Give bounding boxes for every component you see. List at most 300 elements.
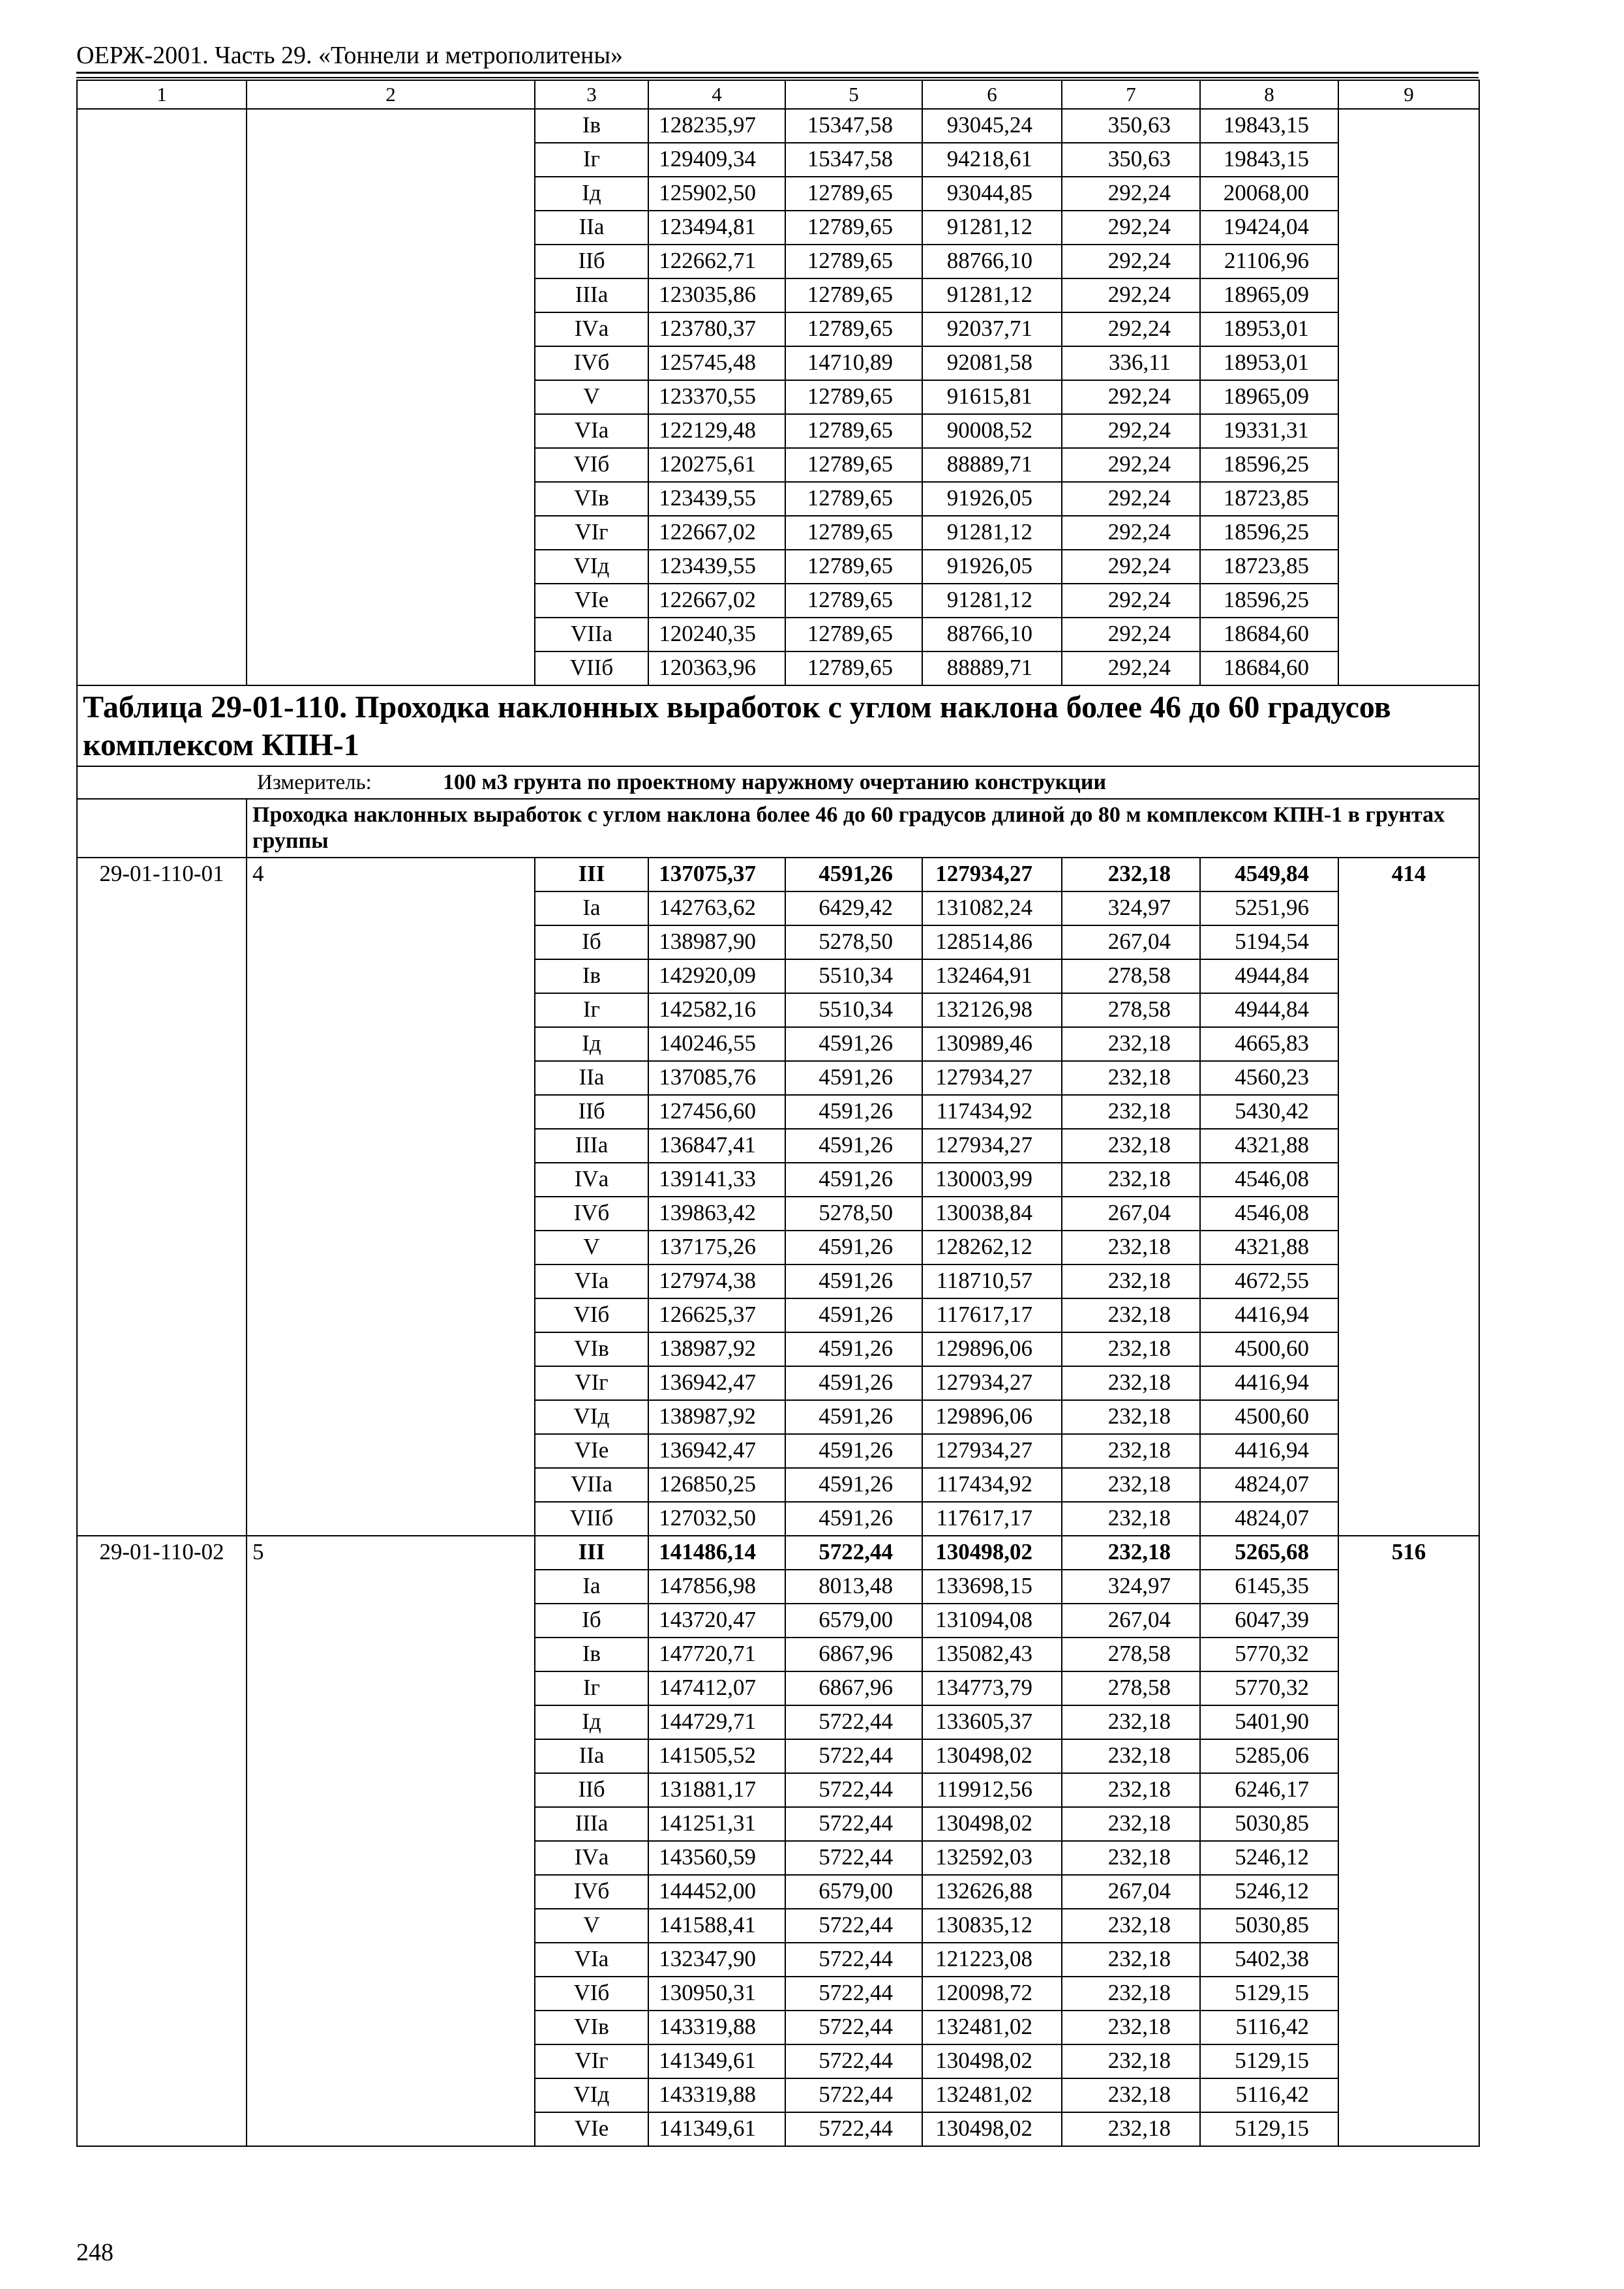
- norm-cell: [1338, 891, 1479, 925]
- soil-class-cell: Iа: [535, 891, 648, 925]
- soil-class-cell: Iв: [535, 959, 648, 993]
- code-cell: [77, 1671, 247, 1705]
- value-cell: 12789,65: [785, 516, 922, 550]
- value-cell: 5722,44: [785, 2044, 922, 2078]
- table-row: [77, 1095, 1479, 1129]
- value-cell: 121223,08: [922, 1943, 1062, 1977]
- soil-class-cell: IIа: [535, 211, 648, 245]
- code-cell: [77, 1909, 247, 1943]
- value-cell: 4591,26: [785, 1502, 922, 1536]
- table-row: [77, 143, 1479, 177]
- soil-class-cell: IVб: [535, 346, 648, 380]
- table-row: [77, 414, 1479, 448]
- value-cell: 138987,92: [648, 1332, 785, 1366]
- norm-cell: [1338, 1807, 1479, 1841]
- code-cell: [77, 1095, 247, 1129]
- table-row: [77, 109, 1479, 143]
- value-cell: 132481,02: [922, 2011, 1062, 2044]
- value-cell: 5116,42: [1200, 2011, 1338, 2044]
- norm-cell: [1338, 1400, 1479, 1434]
- value-cell: 130003,99: [922, 1163, 1062, 1197]
- value-cell: 18965,09: [1200, 278, 1338, 312]
- value-cell: 6429,42: [785, 891, 922, 925]
- column-number: 9: [1338, 80, 1479, 109]
- table-row: [77, 448, 1479, 482]
- norm-cell: [1338, 2112, 1479, 2146]
- value-cell: 91281,12: [922, 584, 1062, 618]
- value-cell: 5278,50: [785, 925, 922, 959]
- table-row: [77, 346, 1479, 380]
- table-row: [77, 1943, 1479, 1977]
- code-cell: 29-01-110-02: [77, 1536, 247, 1570]
- value-cell: 292,24: [1062, 618, 1200, 651]
- soil-class-cell: VIб: [535, 448, 648, 482]
- value-cell: 88889,71: [922, 651, 1062, 685]
- code-cell: [77, 1400, 247, 1434]
- table-row: [77, 858, 1479, 891]
- value-cell: 88766,10: [922, 618, 1062, 651]
- value-cell: 6246,17: [1200, 1773, 1338, 1807]
- value-cell: 278,58: [1062, 993, 1200, 1027]
- subtitle-row: [77, 799, 1479, 858]
- group-cell: [247, 143, 535, 177]
- table-row: [77, 1298, 1479, 1332]
- norm-cell: [1338, 448, 1479, 482]
- value-cell: 5722,44: [785, 1739, 922, 1773]
- value-cell: 6145,35: [1200, 1570, 1338, 1604]
- value-cell: 5246,12: [1200, 1875, 1338, 1909]
- value-cell: 130835,12: [922, 1909, 1062, 1943]
- value-cell: 147412,07: [648, 1671, 785, 1705]
- group-cell: [247, 1705, 535, 1739]
- value-cell: 4321,88: [1200, 1129, 1338, 1163]
- group-cell: [247, 2112, 535, 2146]
- norm-cell: [1338, 1943, 1479, 1977]
- code-cell: [77, 414, 247, 448]
- group-cell: [247, 1264, 535, 1298]
- table-title: Таблица 29-01-110. Проходка наклонных выработок с углом наклона более 46 до 60 градусов комплексом КПН-1: [77, 685, 1479, 766]
- measure-row: [77, 766, 1479, 799]
- value-cell: 93044,85: [922, 177, 1062, 211]
- norm-cell: [1338, 177, 1479, 211]
- soil-class-cell: VIг: [535, 2044, 648, 2078]
- group-cell: [247, 1841, 535, 1875]
- code-cell: [77, 177, 247, 211]
- value-cell: 123439,55: [648, 482, 785, 516]
- soil-class-cell: VIб: [535, 1298, 648, 1332]
- table-row: [77, 1739, 1479, 1773]
- value-cell: 12789,65: [785, 278, 922, 312]
- value-cell: 142920,09: [648, 959, 785, 993]
- soil-class-cell: Iг: [535, 993, 648, 1027]
- norm-cell: [1338, 143, 1479, 177]
- value-cell: 12789,65: [785, 448, 922, 482]
- group-cell: [247, 1671, 535, 1705]
- group-cell: [247, 1807, 535, 1841]
- value-cell: 324,97: [1062, 1570, 1200, 1604]
- rates-table: [76, 80, 1480, 2147]
- table-row: [77, 959, 1479, 993]
- norm-cell: [1338, 651, 1479, 685]
- norm-cell: [1338, 245, 1479, 278]
- group-cell: [247, 177, 535, 211]
- value-cell: 278,58: [1062, 1638, 1200, 1671]
- value-cell: 94218,61: [922, 143, 1062, 177]
- table-row: [77, 993, 1479, 1027]
- value-cell: 8013,48: [785, 1570, 922, 1604]
- value-cell: 6867,96: [785, 1671, 922, 1705]
- group-cell: [247, 1434, 535, 1468]
- value-cell: 123780,37: [648, 312, 785, 346]
- code-cell: [77, 1298, 247, 1332]
- value-cell: 143319,88: [648, 2011, 785, 2044]
- value-cell: 137075,37: [648, 858, 785, 891]
- value-cell: 232,18: [1062, 2011, 1200, 2044]
- value-cell: 232,18: [1062, 2044, 1200, 2078]
- value-cell: 5129,15: [1200, 1977, 1338, 2011]
- soil-class-cell: VIа: [535, 1264, 648, 1298]
- group-cell: [247, 1468, 535, 1502]
- value-cell: 130989,46: [922, 1027, 1062, 1061]
- value-cell: 125902,50: [648, 177, 785, 211]
- norm-cell: [1338, 1434, 1479, 1468]
- value-cell: 117617,17: [922, 1298, 1062, 1332]
- value-cell: 6579,00: [785, 1604, 922, 1638]
- value-cell: 127934,27: [922, 858, 1062, 891]
- group-cell: [247, 2078, 535, 2112]
- group-cell: [247, 925, 535, 959]
- code-cell: [77, 618, 247, 651]
- value-cell: 91281,12: [922, 278, 1062, 312]
- code-cell: [77, 550, 247, 584]
- norm-cell: [1338, 1604, 1479, 1638]
- value-cell: 4591,26: [785, 1434, 922, 1468]
- value-cell: 4500,60: [1200, 1400, 1338, 1434]
- norm-cell: [1338, 211, 1479, 245]
- norm-cell: [1338, 1366, 1479, 1400]
- soil-class-cell: VIа: [535, 414, 648, 448]
- code-cell: [77, 1027, 247, 1061]
- value-cell: 130038,84: [922, 1197, 1062, 1231]
- value-cell: 4416,94: [1200, 1434, 1338, 1468]
- group-cell: [247, 891, 535, 925]
- norm-cell: [1338, 1909, 1479, 1943]
- soil-class-cell: VIг: [535, 1366, 648, 1400]
- table-row: [77, 1604, 1479, 1638]
- value-cell: 292,24: [1062, 414, 1200, 448]
- soil-class-cell: VIIа: [535, 618, 648, 651]
- value-cell: 147856,98: [648, 1570, 785, 1604]
- norm-cell: [1338, 1875, 1479, 1909]
- code-cell: [77, 2078, 247, 2112]
- table-row: [77, 891, 1479, 925]
- norm-cell: [1338, 1468, 1479, 1502]
- value-cell: 4591,26: [785, 1332, 922, 1366]
- value-cell: 5722,44: [785, 2078, 922, 2112]
- soil-class-cell: IVа: [535, 312, 648, 346]
- norm-cell: [1338, 959, 1479, 993]
- value-cell: 136942,47: [648, 1434, 785, 1468]
- value-cell: 232,18: [1062, 1773, 1200, 1807]
- code-cell: [77, 482, 247, 516]
- group-cell: [247, 2044, 535, 2078]
- value-cell: 140246,55: [648, 1027, 785, 1061]
- value-cell: 125745,48: [648, 346, 785, 380]
- soil-class-cell: IIIа: [535, 1807, 648, 1841]
- code-cell: [77, 1570, 247, 1604]
- group-cell: [247, 1502, 535, 1536]
- value-cell: 5722,44: [785, 1807, 922, 1841]
- table-row: [77, 1773, 1479, 1807]
- table-row: [77, 651, 1479, 685]
- header-rule: [76, 72, 1479, 74]
- value-cell: 5722,44: [785, 1909, 922, 1943]
- table-row: [77, 1400, 1479, 1434]
- norm-cell: [1338, 482, 1479, 516]
- code-cell: [77, 1705, 247, 1739]
- soil-class-cell: Iб: [535, 1604, 648, 1638]
- value-cell: 141505,52: [648, 1739, 785, 1773]
- norm-cell: [1338, 2011, 1479, 2044]
- value-cell: 4416,94: [1200, 1366, 1338, 1400]
- norm-cell: [1338, 1502, 1479, 1536]
- value-cell: 130498,02: [922, 2112, 1062, 2146]
- value-cell: 137085,76: [648, 1061, 785, 1095]
- value-cell: 5722,44: [785, 1773, 922, 1807]
- norm-cell: [1338, 1298, 1479, 1332]
- value-cell: 5246,12: [1200, 1841, 1338, 1875]
- value-cell: 90008,52: [922, 414, 1062, 448]
- value-cell: 143560,59: [648, 1841, 785, 1875]
- group-cell: [247, 1638, 535, 1671]
- value-cell: 232,18: [1062, 1264, 1200, 1298]
- table-row: [77, 211, 1479, 245]
- measure-label: Измеритель:: [257, 771, 372, 794]
- code-cell: [77, 1638, 247, 1671]
- value-cell: 292,24: [1062, 380, 1200, 414]
- table-row: [77, 482, 1479, 516]
- column-number: 6: [922, 80, 1062, 109]
- group-cell: [247, 1163, 535, 1197]
- value-cell: 141588,41: [648, 1909, 785, 1943]
- soil-class-cell: Iд: [535, 1705, 648, 1739]
- value-cell: 5129,15: [1200, 2112, 1338, 2146]
- value-cell: 6047,39: [1200, 1604, 1338, 1638]
- value-cell: 18953,01: [1200, 312, 1338, 346]
- table-row: [77, 1536, 1479, 1570]
- value-cell: 292,24: [1062, 482, 1200, 516]
- value-cell: 138987,90: [648, 925, 785, 959]
- table-row: [77, 1163, 1479, 1197]
- norm-cell: [1338, 1671, 1479, 1705]
- table-row: [77, 1671, 1479, 1705]
- value-cell: 118710,57: [922, 1264, 1062, 1298]
- table-row: [77, 245, 1479, 278]
- group-cell: [247, 1332, 535, 1366]
- value-cell: 4591,26: [785, 1468, 922, 1502]
- value-cell: 128262,12: [922, 1231, 1062, 1264]
- code-cell: [77, 211, 247, 245]
- group-cell: [247, 550, 535, 584]
- column-number-row: [77, 80, 1479, 109]
- group-cell: [247, 1943, 535, 1977]
- soil-class-cell: VIе: [535, 2112, 648, 2146]
- table-row: [77, 516, 1479, 550]
- group-cell: [247, 380, 535, 414]
- value-cell: 5510,34: [785, 959, 922, 993]
- code-cell: [77, 1332, 247, 1366]
- value-cell: 5129,15: [1200, 2044, 1338, 2078]
- value-cell: 127934,27: [922, 1366, 1062, 1400]
- value-cell: 4591,26: [785, 1095, 922, 1129]
- value-cell: 91281,12: [922, 516, 1062, 550]
- value-cell: 4591,26: [785, 1298, 922, 1332]
- code-cell: [77, 1502, 247, 1536]
- value-cell: 12789,65: [785, 312, 922, 346]
- value-cell: 5430,42: [1200, 1095, 1338, 1129]
- norm-cell: [1338, 278, 1479, 312]
- rates-table-body: [77, 80, 1479, 2146]
- value-cell: 15347,58: [785, 109, 922, 143]
- soil-class-cell: VIв: [535, 482, 648, 516]
- column-number: 3: [535, 80, 648, 109]
- norm-cell: [1338, 1163, 1479, 1197]
- value-cell: 5510,34: [785, 993, 922, 1027]
- table-row: [77, 550, 1479, 584]
- value-cell: 232,18: [1062, 1366, 1200, 1400]
- code-cell: [77, 245, 247, 278]
- value-cell: 15347,58: [785, 143, 922, 177]
- value-cell: 232,18: [1062, 1061, 1200, 1095]
- norm-cell: [1338, 1977, 1479, 2011]
- value-cell: 126625,37: [648, 1298, 785, 1332]
- code-cell: [77, 1434, 247, 1468]
- value-cell: 292,24: [1062, 584, 1200, 618]
- value-cell: 4321,88: [1200, 1231, 1338, 1264]
- soil-class-cell: VIIб: [535, 651, 648, 685]
- code-cell: [77, 2011, 247, 2044]
- value-cell: 132481,02: [922, 2078, 1062, 2112]
- table-row: [77, 618, 1479, 651]
- value-cell: 12789,65: [785, 651, 922, 685]
- value-cell: 4416,94: [1200, 1298, 1338, 1332]
- group-cell: 5: [247, 1536, 535, 1570]
- norm-cell: [1338, 618, 1479, 651]
- value-cell: 5722,44: [785, 1943, 922, 1977]
- value-cell: 4549,84: [1200, 858, 1338, 891]
- value-cell: 12789,65: [785, 550, 922, 584]
- column-number: 4: [648, 80, 785, 109]
- code-cell: [77, 1264, 247, 1298]
- value-cell: 135082,43: [922, 1638, 1062, 1671]
- value-cell: 139141,33: [648, 1163, 785, 1197]
- norm-cell: [1338, 1095, 1479, 1129]
- table-row: [77, 312, 1479, 346]
- value-cell: 18596,25: [1200, 448, 1338, 482]
- group-cell: [247, 482, 535, 516]
- value-cell: 18953,01: [1200, 346, 1338, 380]
- value-cell: 4546,08: [1200, 1197, 1338, 1231]
- norm-cell: [1338, 1129, 1479, 1163]
- value-cell: 91615,81: [922, 380, 1062, 414]
- table-row: [77, 2044, 1479, 2078]
- value-cell: 232,18: [1062, 1231, 1200, 1264]
- norm-cell: 414: [1338, 858, 1479, 891]
- value-cell: 5722,44: [785, 2011, 922, 2044]
- value-cell: 4591,26: [785, 1400, 922, 1434]
- norm-cell: [1338, 2078, 1479, 2112]
- soil-class-cell: IIб: [535, 245, 648, 278]
- value-cell: 144452,00: [648, 1875, 785, 1909]
- table-row: [77, 2112, 1479, 2146]
- soil-class-cell: Iд: [535, 1027, 648, 1061]
- value-cell: 131082,24: [922, 891, 1062, 925]
- code-cell: [77, 312, 247, 346]
- value-cell: 4591,26: [785, 1027, 922, 1061]
- value-cell: 5722,44: [785, 1536, 922, 1570]
- code-cell: [77, 278, 247, 312]
- value-cell: 4591,26: [785, 1129, 922, 1163]
- value-cell: 6867,96: [785, 1638, 922, 1671]
- soil-class-cell: III: [535, 1536, 648, 1570]
- value-cell: 131881,17: [648, 1773, 785, 1807]
- soil-class-cell: VIе: [535, 584, 648, 618]
- value-cell: 128514,86: [922, 925, 1062, 959]
- value-cell: 18596,25: [1200, 584, 1338, 618]
- soil-class-cell: VIв: [535, 1332, 648, 1366]
- code-cell: [77, 1231, 247, 1264]
- norm-cell: [1338, 1027, 1479, 1061]
- norm-cell: 516: [1338, 1536, 1479, 1570]
- value-cell: 132626,88: [922, 1875, 1062, 1909]
- norm-cell: [1338, 584, 1479, 618]
- value-cell: 232,18: [1062, 1705, 1200, 1739]
- value-cell: 232,18: [1062, 858, 1200, 891]
- soil-class-cell: IVа: [535, 1163, 648, 1197]
- norm-cell: [1338, 312, 1479, 346]
- group-cell: [247, 1604, 535, 1638]
- value-cell: 133698,15: [922, 1570, 1062, 1604]
- value-cell: 127934,27: [922, 1129, 1062, 1163]
- value-cell: 147720,71: [648, 1638, 785, 1671]
- table-row: [77, 1841, 1479, 1875]
- value-cell: 129409,34: [648, 143, 785, 177]
- table-row: [77, 1638, 1479, 1671]
- value-cell: 232,18: [1062, 1027, 1200, 1061]
- value-cell: 292,24: [1062, 211, 1200, 245]
- soil-class-cell: IVб: [535, 1875, 648, 1909]
- value-cell: 141349,61: [648, 2044, 785, 2078]
- code-cell: [77, 2044, 247, 2078]
- soil-class-cell: Iг: [535, 143, 648, 177]
- norm-cell: [1338, 380, 1479, 414]
- value-cell: 4546,08: [1200, 1163, 1338, 1197]
- value-cell: 19843,15: [1200, 109, 1338, 143]
- value-cell: 232,18: [1062, 1400, 1200, 1434]
- value-cell: 232,18: [1062, 1095, 1200, 1129]
- value-cell: 120275,61: [648, 448, 785, 482]
- value-cell: 4591,26: [785, 1366, 922, 1400]
- column-number: 5: [785, 80, 922, 109]
- group-cell: [247, 1366, 535, 1400]
- code-cell: [77, 1468, 247, 1502]
- code-cell: [77, 2112, 247, 2146]
- value-cell: 127934,27: [922, 1061, 1062, 1095]
- table-subtitle: Проходка наклонных выработок с углом наклона более 46 до 60 градусов длиной до 80 м комплексом КПН-1 в грунтах группы: [247, 799, 1479, 858]
- value-cell: 4824,07: [1200, 1502, 1338, 1536]
- value-cell: 88889,71: [922, 448, 1062, 482]
- value-cell: 232,18: [1062, 1163, 1200, 1197]
